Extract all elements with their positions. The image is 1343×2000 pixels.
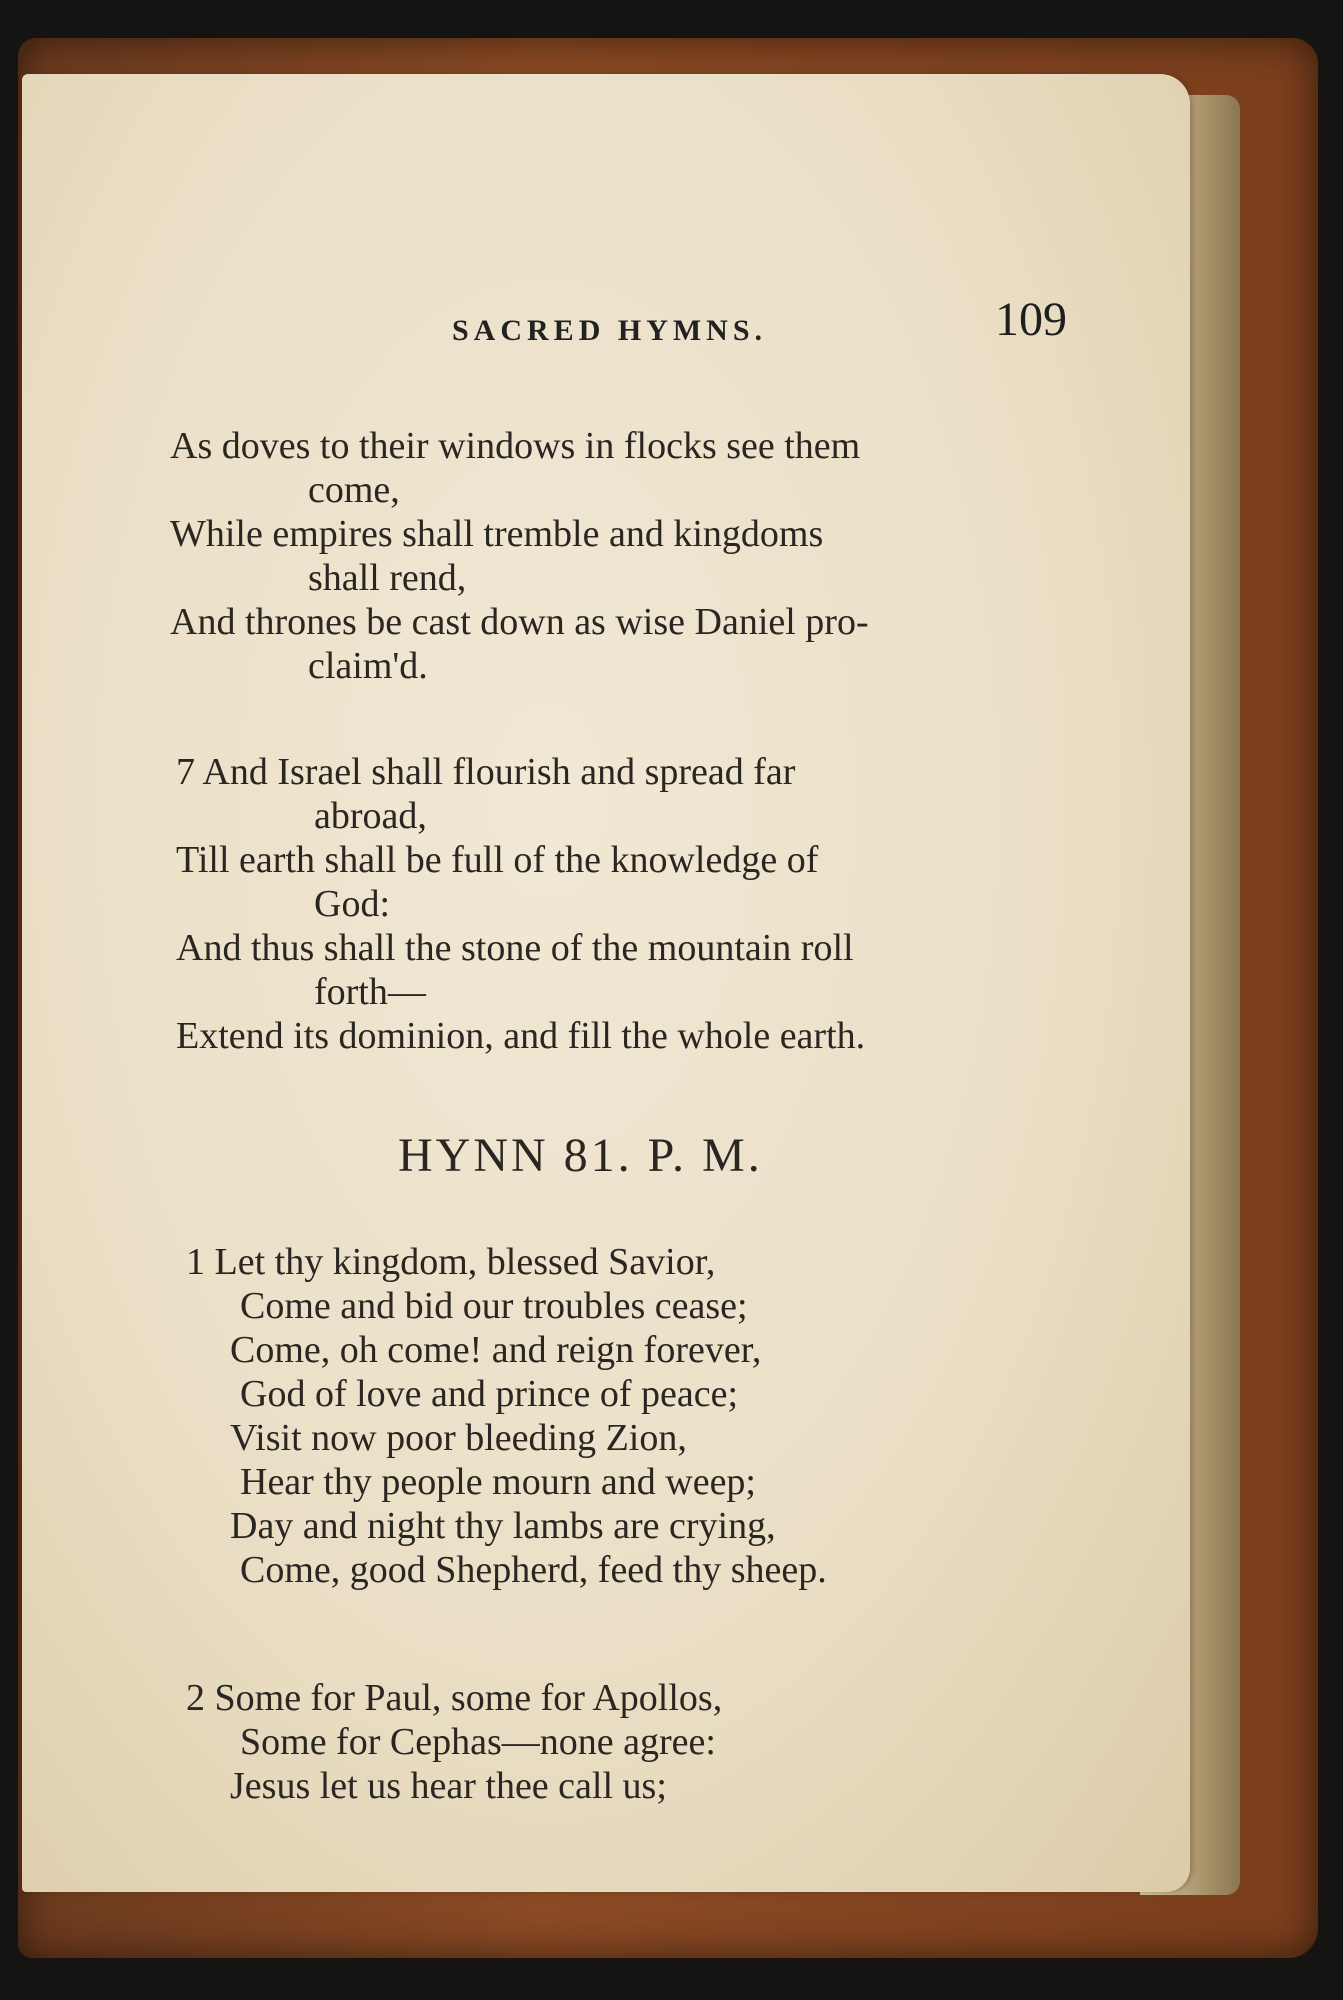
running-head: SACRED HYMNS. (452, 314, 768, 347)
verse-line: claim'd. (308, 645, 428, 687)
verse-line: 2 Some for Paul, some for Apollos, (186, 1677, 723, 1719)
verse-line: As doves to their windows in flocks see them (170, 425, 861, 467)
verse-line: Come, good Shepherd, feed thy sheep. (240, 1549, 827, 1591)
verse-line: Come and bid our troubles cease; (240, 1285, 748, 1327)
verse-line: And thrones be cast down as wise Daniel pro- (170, 601, 869, 643)
verse-line: forth— (314, 971, 426, 1013)
verse-line: 1 Let thy kingdom, blessed Savior, (186, 1241, 716, 1283)
verse-line: Till earth shall be full of the knowledge of (176, 839, 819, 881)
verse-line: Come, oh come! and reign forever, (230, 1329, 762, 1371)
verse-line: Extend its dominion, and fill the whole earth. (176, 1015, 866, 1057)
verse-line: 7 And Israel shall flourish and spread far (176, 751, 796, 793)
stanza-7 (176, 750, 865, 1058)
verse-line: Jesus let us hear thee call us; (230, 1765, 667, 1807)
verse-line: abroad, (314, 795, 427, 837)
verse-1 (186, 1240, 827, 1592)
hymn-title: HYNN 81. P. M. (398, 1129, 763, 1182)
verse-2 (186, 1676, 722, 1808)
verse-line: come, (308, 469, 400, 511)
verse-line: Hear thy people mourn and weep; (240, 1461, 756, 1503)
page-number: 109 (995, 293, 1067, 346)
verse-line: Visit now poor bleeding Zion, (230, 1417, 687, 1459)
verse-line: God of love and prince of peace; (240, 1373, 739, 1415)
verse-line: shall rend, (308, 557, 467, 599)
verse-line: God: (314, 883, 390, 925)
verse-line: While empires shall tremble and kingdoms (170, 513, 824, 555)
verse-line: Day and night thy lambs are crying, (230, 1505, 776, 1547)
verse-line: And thus shall the stone of the mountain roll (176, 927, 854, 969)
stanza-continuation (170, 424, 869, 688)
verse-line: Some for Cephas—none agree: (240, 1721, 716, 1763)
